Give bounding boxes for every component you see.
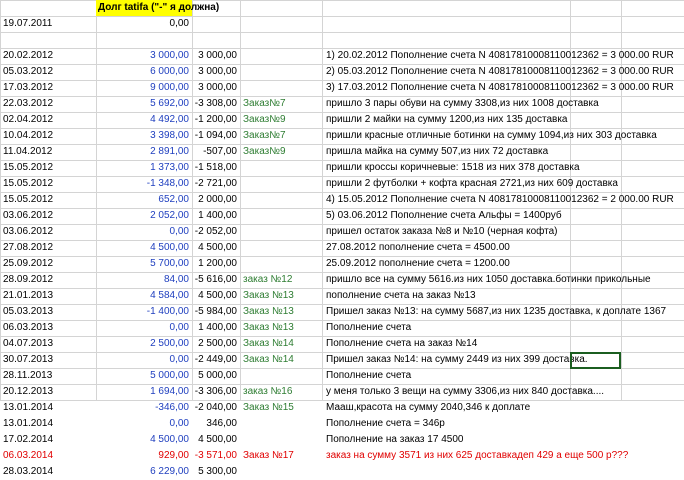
table-row [0,128,684,144]
balance-cell[interactable]: -2 449,00 [194,354,237,365]
order-cell[interactable]: Заказ №14 [243,338,294,349]
order-cell[interactable] [243,256,322,272]
date-cell[interactable]: 15.05.2012 [3,178,54,189]
table-row [0,320,684,336]
amount-cell[interactable]: 1 373,00 [150,162,189,173]
date-cell[interactable]: 05.03.2012 [3,66,54,77]
date-cell[interactable]: 19.07.2011 [3,18,53,29]
note-cell[interactable]: 1) 20.02.2012 Пополнение счета N 40817810008110012362 = 3 000.00 RUR [326,50,674,61]
date-cell[interactable]: 22.03.2012 [3,98,54,109]
date-cell[interactable]: 27.08.2012 [3,242,54,253]
amount-cell[interactable]: 1 694,00 [150,386,189,397]
amount-cell[interactable]: 2 052,00 [150,210,189,221]
balance-cell[interactable]: 4 500,00 [198,290,237,301]
note-cell[interactable]: заказ на сумму 3571 из них 625 доставкадеп 429 а еще 500 р??? [326,450,629,461]
balance-cell[interactable]: 2 000,00 [198,194,237,205]
order-cell[interactable] [243,416,322,432]
order-cell[interactable] [243,464,322,480]
note-cell[interactable]: Пришел заказ №14: на сумму 2449 из них 399 доставка. [326,354,588,365]
balance-cell[interactable]: -1 094,00 [194,130,237,141]
date-cell[interactable]: 15.05.2012 [3,194,54,205]
note-cell[interactable]: Пополнение счета = 346р [326,418,445,429]
order-cell[interactable]: Заказ№9 [243,146,286,157]
balance-cell[interactable]: -1 200,00 [194,114,237,125]
date-cell[interactable]: 15.05.2012 [3,162,54,173]
table-row [0,464,684,480]
note-cell[interactable] [326,464,684,480]
order-cell[interactable]: заказ №12 [243,274,293,285]
balance-cell[interactable]: -1 518,00 [194,162,237,173]
first-row [0,16,684,32]
order-cell[interactable]: Заказ№7 [243,130,286,141]
order-cell[interactable]: Заказ №14 [243,354,294,365]
note-cell[interactable]: Пришел заказ №13: на сумму 5687,из них 1235 доставка, к доплате 1367 [326,306,667,317]
note-cell[interactable]: Пополнение счета [326,322,412,333]
date-cell[interactable]: 11.04.2012 [3,146,53,157]
table-row [0,144,684,160]
note-cell[interactable]: Пополнение на заказ 17 4500 [326,434,464,445]
table-row [0,368,684,384]
order-cell[interactable]: Заказ №13 [243,306,294,317]
amount-cell[interactable]: 4 584,00 [150,290,189,301]
table-row [0,160,684,176]
balance-cell[interactable]: 1 400,00 [198,210,237,221]
note-cell[interactable]: пришло все на сумму 5616.из них 1050 доставка.ботинки прикольные [326,274,651,285]
date-cell[interactable]: 28.03.2014 [3,466,54,477]
amount-cell[interactable]: 5 000,00 [150,370,189,381]
note-cell[interactable]: пришла майка на сумму 507,из них 72 доставка [326,146,549,157]
order-cell[interactable] [243,176,322,192]
balance-cell[interactable]: -2 040,00 [194,402,237,413]
date-cell[interactable]: 20.12.2013 [3,386,54,397]
balance-cell[interactable]: 4 500,00 [198,434,237,445]
amount-cell[interactable]: 5 700,00 [150,258,189,269]
order-cell[interactable] [243,160,322,176]
amount-cell[interactable]: 0,00 [169,354,189,365]
note-cell[interactable]: пришло 3 пары обуви на сумму 3308,из них 1008 доставка [326,98,599,109]
note-cell[interactable]: пришли 2 майки на сумму 1200,из них 135 доставка [326,114,568,125]
selected-cell[interactable] [570,352,621,369]
note-cell[interactable]: Пополнение счета на заказ №14 [326,338,478,349]
amount-cell[interactable]: 3 398,00 [150,130,189,141]
date-cell[interactable]: 28.09.2012 [3,274,54,285]
note-cell[interactable]: у меня только 3 вещи на сумму 3306,из них 840 доставка.... [326,386,605,397]
order-cell[interactable] [243,80,322,96]
date-cell[interactable]: 25.09.2012 [3,258,54,269]
order-cell[interactable] [243,192,322,208]
table-row [0,288,684,304]
table-row [0,96,684,112]
date-cell[interactable]: 06.03.2014 [3,450,54,461]
note-cell[interactable]: 2) 05.03.2012 Пополнение счета N 40817810008110012362 = 3 000.00 RUR [326,66,674,77]
amount-cell[interactable]: -1 400,00 [146,306,189,317]
note-cell[interactable]: пришел остаток заказа №8 и №10 (черная кофта) [326,226,558,237]
note-cell[interactable]: 27.08.2012 пополнение счета = 4500.00 [326,242,510,253]
date-cell[interactable]: 17.02.2014 [3,434,54,445]
amount-cell[interactable]: 84,00 [163,274,189,285]
balance-cell[interactable]: -3 306,00 [194,386,237,397]
balance-cell[interactable]: -2 721,00 [194,178,237,189]
amount-cell[interactable]: 652,00 [158,194,189,205]
table-row [0,176,684,192]
table-row [0,448,684,464]
date-cell[interactable]: 03.06.2012 [3,210,54,221]
date-cell[interactable]: 30.07.2013 [3,354,54,365]
order-cell[interactable] [243,240,322,256]
order-cell[interactable]: Заказ№9 [243,114,286,125]
amount-cell[interactable]: 4 500,00 [150,434,189,445]
amount-cell[interactable]: 5 692,00 [150,98,189,109]
date-cell[interactable]: 04.07.2013 [3,338,54,349]
date-cell[interactable]: 02.04.2012 [3,114,54,125]
amount-cell[interactable]: 929,00 [158,450,189,461]
amount-cell[interactable]: -1 348,00 [146,178,189,189]
amount-cell[interactable]: -346,00 [155,402,189,413]
header-row [0,0,684,16]
amount-cell[interactable]: 9 000,00 [150,82,189,93]
header-cell[interactable]: Долг tatifa ("-" я должна) [96,0,192,16]
order-cell[interactable]: Заказ №17 [243,450,294,461]
amount-cell[interactable]: 0,00 [169,226,189,237]
order-cell[interactable]: Заказ №13 [243,290,294,301]
amount-cell[interactable]: 4 500,00 [150,242,189,253]
order-cell[interactable]: Заказ №15 [243,402,294,413]
amount-cell[interactable]: 0,00 [169,418,189,429]
table-row [0,48,684,64]
amount-cell[interactable]: 3 000,00 [150,50,189,61]
table-row [0,384,684,400]
balance-cell[interactable]: 346,00 [206,418,237,429]
order-cell[interactable]: Заказ №13 [243,322,294,333]
amount-cell[interactable]: 0,00 [169,18,189,29]
table-row [0,112,684,128]
balance-cell[interactable]: -3 308,00 [194,98,237,109]
table-row [0,240,684,256]
balance-cell[interactable]: 1 400,00 [198,322,237,333]
amount-cell[interactable]: 6 229,00 [150,466,189,477]
order-cell[interactable] [243,432,322,448]
table-row [0,192,684,208]
date-cell[interactable]: 28.11.2013 [3,370,53,381]
note-cell[interactable]: 3) 17.03.2012 Пополнение счета N 40817810008110012362 = 3 000.00 RUR [326,82,674,93]
note-cell[interactable]: пришли 2 футболки + кофта красная 2721,из них 609 доставка [326,178,618,189]
table-row [0,272,684,288]
table-row [0,336,684,352]
date-cell[interactable]: 05.03.2013 [3,306,54,317]
date-cell[interactable]: 20.02.2012 [3,50,54,61]
date-cell[interactable]: 13.01.2014 [3,418,54,429]
table-row [0,80,684,96]
table-row [0,256,684,272]
order-cell[interactable] [243,224,322,240]
order-cell[interactable] [243,368,322,384]
balance-cell[interactable]: -3 571,00 [194,450,237,461]
note-cell[interactable]: Пополнение счета [326,370,412,381]
date-cell[interactable]: 03.06.2012 [3,226,54,237]
note-cell[interactable]: пополнение счета на заказ №13 [326,290,476,301]
balance-cell[interactable]: 4 500,00 [198,242,237,253]
balance-cell[interactable]: 3 000,00 [198,50,237,61]
balance-cell[interactable]: 1 200,00 [198,258,237,269]
order-cell[interactable]: заказ №16 [243,386,293,397]
table-row [0,64,684,80]
table-row [0,304,684,320]
amount-cell[interactable]: 4 492,00 [150,114,189,125]
date-cell[interactable]: 10.04.2012 [3,130,54,141]
balance-cell[interactable]: -5 984,00 [194,306,237,317]
balance-cell[interactable]: 2 500,00 [198,338,237,349]
date-cell[interactable]: 13.01.2014 [3,402,54,413]
order-cell[interactable] [243,64,322,80]
order-cell[interactable] [243,208,322,224]
note-cell[interactable]: 5) 03.06.2012 Пополнение счета Альфы = 1400руб [326,210,562,221]
balance-cell[interactable]: 3 000,00 [198,82,237,93]
note-cell[interactable]: 4) 15.05.2012 Пополнение счета N 40817810008110012362 = 2 000.00 RUR [326,194,674,205]
amount-cell[interactable]: 6 000,00 [150,66,189,77]
balance-cell[interactable]: -5 616,00 [194,274,237,285]
balance-cell[interactable]: 3 000,00 [198,66,237,77]
date-cell[interactable]: 06.03.2013 [3,322,54,333]
amount-cell[interactable]: 2 500,00 [150,338,189,349]
date-cell[interactable]: 21.01.2013 [3,290,54,301]
table-row [0,400,684,416]
amount-cell[interactable]: 0,00 [169,322,189,333]
note-cell[interactable]: 25.09.2012 пополнение счета = 1200.00 [326,258,510,269]
note-cell[interactable]: пришли красные отличные ботинки на сумму 1094,из них 303 доставка [326,130,657,141]
table-row [0,224,684,240]
table-row [0,208,684,224]
balance-cell[interactable]: 5 000,00 [198,370,237,381]
date-cell[interactable]: 17.03.2012 [3,82,54,93]
balance-cell[interactable]: -507,00 [203,146,237,157]
amount-cell[interactable]: 2 891,00 [150,146,189,157]
note-cell[interactable]: пришли кроссы коричневые: 1518 из них 378 доставка [326,162,580,173]
balance-cell[interactable]: -2 052,00 [194,226,237,237]
table-row [0,416,684,432]
order-cell[interactable] [243,48,322,64]
balance-cell[interactable]: 5 300,00 [198,466,237,477]
table-row [0,432,684,448]
order-cell[interactable]: Заказ№7 [243,98,286,109]
note-cell[interactable]: Мааш,красота на сумму 2040,346 к доплате [326,402,531,413]
